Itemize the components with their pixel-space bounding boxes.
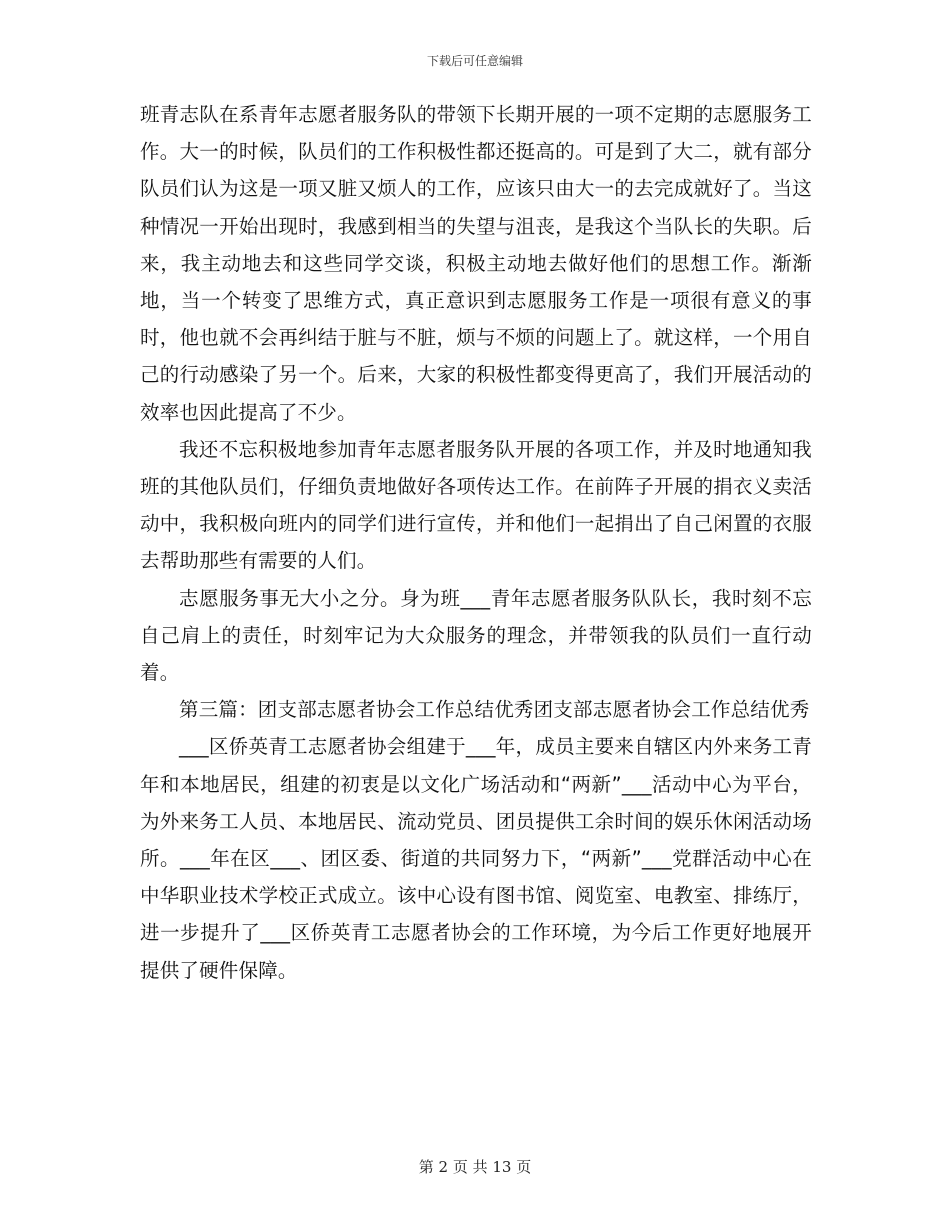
- paragraph-3: 志愿服务事无大小之分。身为班___青年志愿者服务队队长，我时刻不忘自己肩上的责任，时刻牢记为大众服务的理念，并带领我的队员们一直行动着。: [140, 586, 812, 685]
- paragraph-5: ___区侨英青工志愿者协会组建于___年，成员主要来自辖区内外来务工青年和本地居民，组建的初衷是以文化广场活动和“两新”___活动中心为平台，为外来务工人员、本地居民、流动党员、团员提供工余时间的娱乐休闲活动场所。___年在区___、团区委、街道的共同努力下，“两新”___党群活动中心在中华职业技术学校正式成立。该中心设有图书馆、阅览室、电教室、排练厅，进一步提升了___区侨英青工志愿者协会的工作环境，为今后工作更好地展开提供了硬件保障。: [140, 735, 812, 982]
- paragraph-2: 我还不忘积极地参加青年志愿者服务队开展的各项工作，并及时地通知我班的其他队员们，仔细负责地做好各项传达工作。在前阵子开展的捐衣义卖活动中，我积极向班内的同学们进行宣传，并和他们一起捐出了自己闲置的衣服去帮助那些有需要的人们。: [140, 437, 812, 573]
- section-heading-paragraph: 第三篇：团支部志愿者协会工作总结优秀团支部志愿者协会工作总结优秀: [179, 698, 810, 722]
- page-number: 第 2 页 共 13 页: [418, 1158, 532, 1176]
- paragraph-1: 班青志队在系青年志愿者服务队的带领下长期开展的一项不定期的志愿服务工作。大一的时候，队员们的工作积极性都还挺高的。可是到了大二，就有部分队员们认为这是一项又脏又烦人的工作，应该只由大一的去完成就好了。当这种情况一开始出现时，我感到相当的失望与沮丧，是我这个当队长的失职。后来，我主动地去和这些同学交谈，积极主动地去做好他们的思想工作。渐渐地，当一个转变了思维方式，真正意识到志愿服务工作是一项很有意义的事时，他也就不会再纠结于脏与不脏，烦与不烦的问题上了。就这样，一个用自己的行动感染了另一个。后来，大家的积极性都变得更高了，我们开展活动的效率也因此提高了不少。: [140, 103, 812, 424]
- document-body: [140, 96, 812, 989]
- page-header: 下载后可任意编辑: [426, 54, 523, 68]
